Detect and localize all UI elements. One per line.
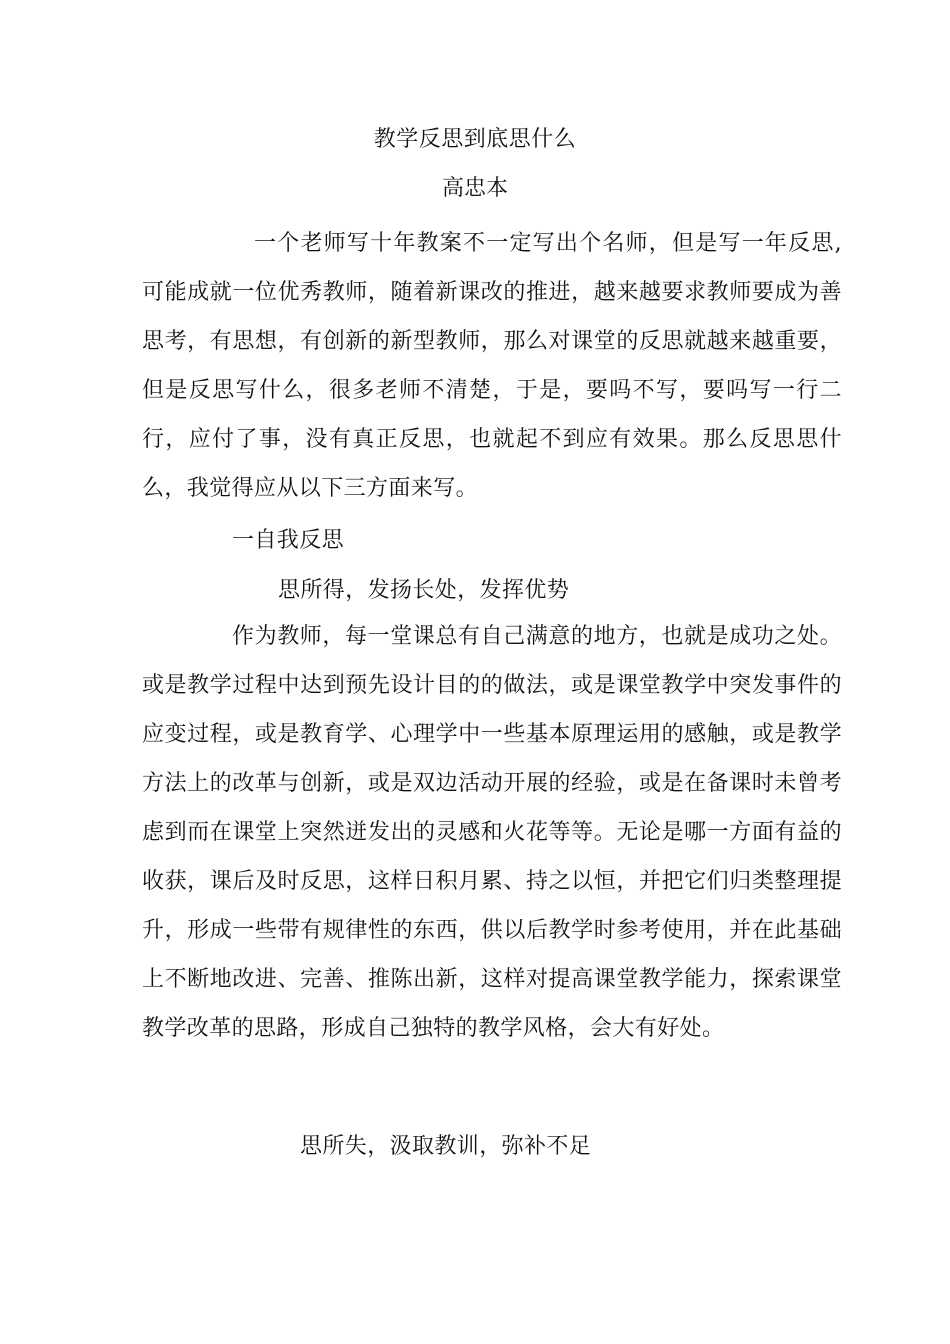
intro-paragraph: 一个老师写十年教案不一定写出个名师，但是写一年反思,可能成就一位优秀教师，随着新课改的推进，越来越要求教师要成为善思考，有思想，有创新的新型教师，那么对课堂的反思就越来越重要，但是反思写什么，很多老师不清楚，于是，要吗不写，要吗写一行二行，应付了事，没有真正反思，也就起不到应有效果。那么反思思什么，我觉得应从以下三方面来写。	[142, 231, 842, 501]
document-author: 高忠本	[441, 176, 508, 201]
section-heading-self-reflection: 一自我反思	[232, 528, 345, 553]
subheading-gains: 思所得，发扬长处，发挥优势	[278, 578, 570, 603]
gains-paragraph: 作为教师，每一堂课总有自己满意的地方，也就是成功之处。或是教学过程中达到预先设计目的的做法，或是课堂教学中突发事件的应变过程，或是教育学、心理学中一些基本原理运用的感触，或是教学方法上的改革与创新，或是双边活动开展的经验，或是在备课时未曾考虑到而在课堂上突然迸发出的灵感和火花等等。无论是哪一方面有益的收获，课后及时反思，这样日积月累、持之以恒，并把它们归类整理提升，形成一些带有规律性的东西，供以后教学时参考使用，并在此基础上不断地改进、完善、推陈出新，这样对提高课堂教学能力，探索课堂教学改革的思路，形成自己独特的教学风格，会大有好处。	[142, 624, 842, 1041]
document-title: 教学反思到底思什么	[373, 127, 577, 152]
subheading-losses: 思所失，汲取教训，弥补不足	[300, 1134, 592, 1159]
